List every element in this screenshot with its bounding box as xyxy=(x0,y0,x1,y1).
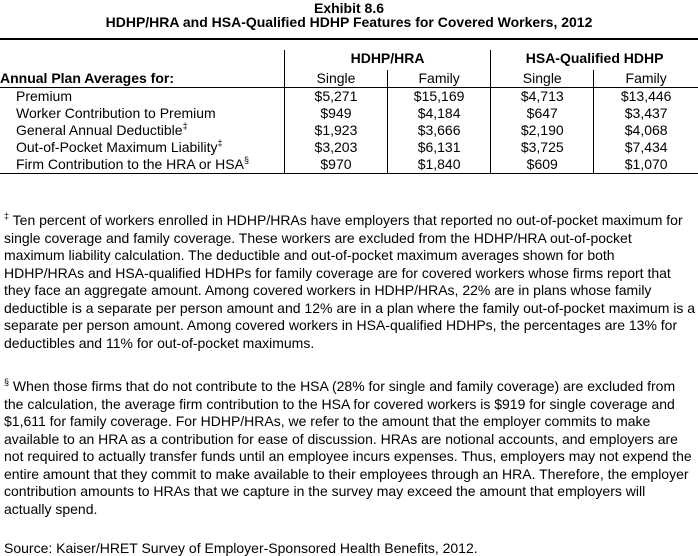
table-row xyxy=(0,156,698,174)
row-header-label: Annual Plan Averages for: xyxy=(0,70,284,88)
cell-value: $13,446 xyxy=(594,88,698,106)
cell-value: $609 xyxy=(491,156,594,174)
top-rule xyxy=(0,38,698,40)
cell-value: $4,184 xyxy=(388,105,491,122)
subcol-family-hra: Family xyxy=(388,70,491,88)
row-label xyxy=(0,88,284,106)
table-row xyxy=(0,139,698,156)
cell-value: $647 xyxy=(491,105,594,122)
cell-value: $15,169 xyxy=(388,88,491,106)
cell-value: $4,713 xyxy=(491,88,594,106)
footnote-double-dagger xyxy=(4,212,696,352)
group-hsa-hdhp: HSA-Qualified HDHP xyxy=(491,50,698,70)
table-row xyxy=(0,88,698,106)
cell-value: $1,923 xyxy=(284,122,387,139)
cell-value: $949 xyxy=(284,105,387,122)
row-label-text: Premium xyxy=(16,88,73,104)
table-row xyxy=(0,122,698,139)
subheader-row xyxy=(0,70,698,88)
footnote-mark: § xyxy=(4,377,10,387)
row-label-text: Firm Contribution to the HRA or HSA xyxy=(16,156,244,172)
cell-value: $7,434 xyxy=(594,139,698,156)
subcol-single-hsa: Single xyxy=(491,70,594,88)
cell-value: $3,437 xyxy=(594,105,698,122)
subcol-family-hsa: Family xyxy=(594,70,698,88)
row-label-text: Worker Contribution to Premium xyxy=(16,105,216,121)
group-header-row xyxy=(0,50,698,70)
cell-value: $970 xyxy=(284,156,387,174)
features-table xyxy=(0,50,698,174)
cell-value: $3,725 xyxy=(491,139,594,156)
subcol-single-hra: Single xyxy=(284,70,387,88)
cell-value: $4,068 xyxy=(594,122,698,139)
exhibit-title: HDHP/HRA and HSA-Qualified HDHP Features for Covered Workers, 2012 xyxy=(105,14,593,30)
cell-value: $2,190 xyxy=(491,122,594,139)
source-note: Source: Kaiser/HRET Survey of Employer-Sponsored Health Benefits, 2012. xyxy=(4,540,478,556)
footnote-mark: ‡ xyxy=(182,121,188,131)
row-label-text: General Annual Deductible xyxy=(16,122,183,138)
row-label xyxy=(0,139,284,156)
row-label xyxy=(0,105,284,122)
footnote-mark: ‡ xyxy=(217,138,223,148)
footnote-mark: ‡ xyxy=(4,211,10,221)
exhibit-number: Exhibit 8.6 xyxy=(313,0,385,16)
cell-value: $3,666 xyxy=(388,122,491,139)
footnote-text: Ten percent of workers enrolled in HDHP/HRAs have employers that reported no out-of-pocket maximum for single coverage and family coverage. These workers are excluded from the HDHP/HRA out-of-pocket maximum liability calculation. The deductible and out-of-pocket maximum averages shown for both HDHP/HRAs and HSA-qualified HDHPs for family coverage are for covered workers whose firms report that they face an aggregate amount. Among covered workers in HDHP/HRAs, 22% are in plans whose family deductible is a separate per person amount and 12% are in a plan where the family out-of-pocket maximum is a separate per person amount. Among covered workers in HSA-qualified HDHPs, the percentages are 13% for deductibles and 11% for out-of-pocket maximums. xyxy=(4,212,696,351)
group-hdhp-hra: HDHP/HRA xyxy=(284,50,490,70)
cell-value: $6,131 xyxy=(388,139,491,156)
table-row xyxy=(0,105,698,122)
footnote-text: When those firms that do not contribute to the HSA (28% for single and family coverage) are excluded from the calculation, the average firm contribution to the HSA for covered workers is $919 for single coverage and $1,611 for family coverage. For HDHP/HRAs, we refer to the amount that the employer commits to make available to an HRA as a contribution for ease of discussion. HRAs are notional accounts, and employers are not required to actually transfer funds until an employee incurs expenses. Thus, employers may not expend the entire amount that they commit to make available to their employees through an HRA. Therefore, the employer contribution amounts to HRAs that we capture in the survey may exceed the amount that employers will actually spend. xyxy=(4,378,692,517)
cell-value: $5,271 xyxy=(284,88,387,106)
cell-value: $3,203 xyxy=(284,139,387,156)
cell-value: $1,070 xyxy=(594,156,698,174)
row-label-text: Out-of-Pocket Maximum Liability xyxy=(16,139,218,155)
row-label xyxy=(0,156,284,174)
row-label xyxy=(0,122,284,139)
cell-value: $1,840 xyxy=(388,156,491,174)
group-spacer xyxy=(0,50,284,70)
footnote-section xyxy=(4,378,696,518)
footnote-mark: § xyxy=(243,155,249,165)
